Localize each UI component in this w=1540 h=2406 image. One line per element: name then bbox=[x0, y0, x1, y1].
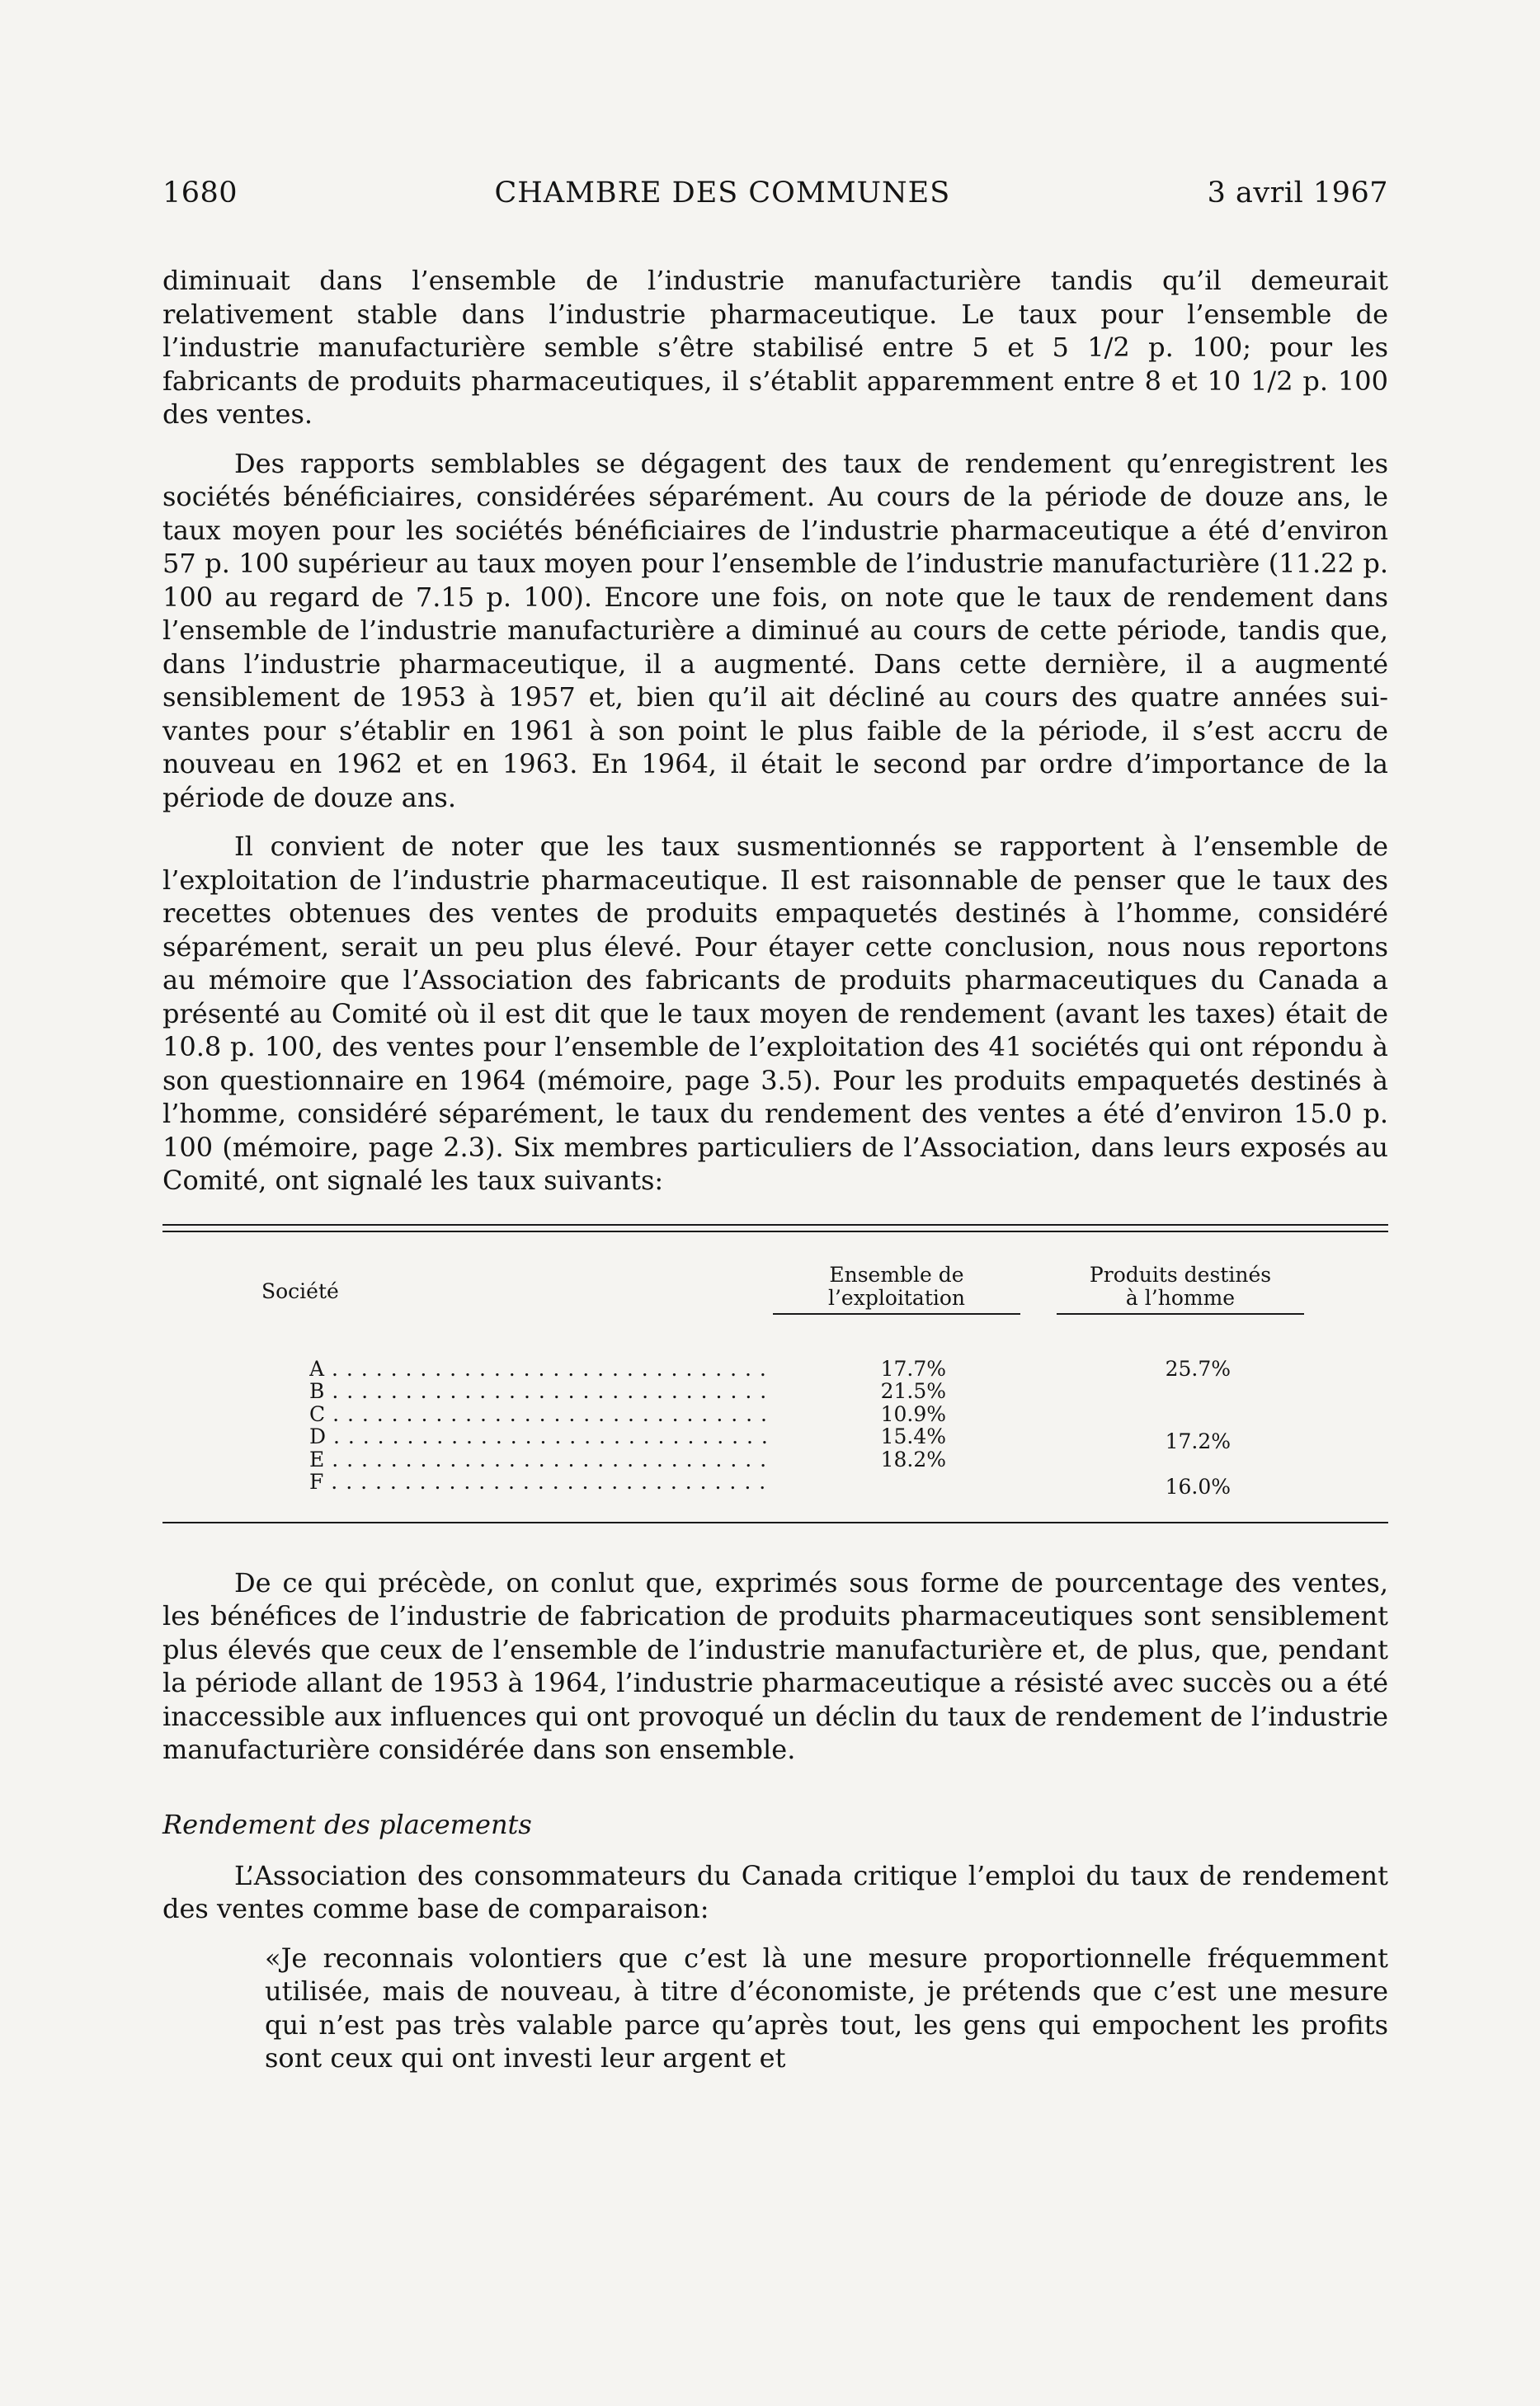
row-societe-label: A . . . bbox=[309, 1358, 767, 1381]
row-produits-value: 16.0% bbox=[1165, 1475, 1231, 1499]
row-societe-label: B . . . bbox=[309, 1380, 767, 1403]
table-bottom-rule bbox=[162, 1522, 1388, 1523]
block-quote: «Je reconnais volontiers que c’est là une mesure proportionnelle fréquemment utilisée, mais de nouveau, à titre d’économiste, je prétends que c’est une mesure qui n’est pas très valable parce qu’après tout, les gens qui empochent les profits sont ceux qui ont investi leur argent et bbox=[265, 1942, 1388, 2074]
column-header-ensemble bbox=[773, 1264, 1020, 1315]
table-row bbox=[162, 1448, 1388, 1471]
paragraph-2: Des rapports semblables se dégagent des taux de rendement qu’enregistrent les sociétés bénéficiaires, considérées séparément. Au cours de la période de douze ans, le taux moyen pour les sociétés bénéficiaires de l’industrie pharmaceutique a été d’environ 57 p. 100 supérieur au taux moyen pour l’ensemble de l’industrie manufacturière (11.22 p. 100 au regard de 7.15 p. 100). Encore une fois, on note que le taux de rendement dans l’ensemble de l’industrie manufacturière a diminué au cours de cette période, tandis que, dans l’industrie pharmaceutique, il a augmenté. Dans cette dernière, il a augmenté sensiblement de 1953 à 1957 et, bien qu’il ait décliné au cours des quatre années suivantes pour s’établir en 1961 à son point le plus faible de la période, il s’est accru de nouveau en 1962 et en 1963. En 1964, il était le second par ordre d’importance de la période de douze ans. bbox=[162, 447, 1388, 813]
table-row bbox=[162, 1471, 1388, 1499]
table-row bbox=[162, 1424, 1388, 1453]
row-produits-value: 25.7% bbox=[1165, 1356, 1231, 1381]
column-header-produits-line2: à l’homme bbox=[1125, 1285, 1236, 1310]
column-header-societe: Société bbox=[261, 1278, 339, 1303]
paragraph-3: Il convient de noter que les taux susmentionnés se rapportent à l’ensemble de l’exploitation de l’industrie pharmaceutique. Il est raisonnable de penser que le taux des recettes obtenues des ventes de produits empaquetés destinés à l’homme, considéré séparément, serait un peu plus élevé. Pour étayer cette conclusion, nous nous reportons au mémoire que l’Association des fabricants de produits pharmaceutiques du Canada a présenté au Comité où il est dit que le taux moyen de rendement (avant les taxes) était de 10.8 p. 100, des ventes pour l’ensemble de l’exploitation des 41 sociétés qui ont répondu à son questionnaire en 1964 (mémoire, page 3.5). Pour les produits empaquetés destinés à l’homme, considéré séparément, le taux du rendement des ventes a été d’environ 15.0 p. 100 (mémoire, page 2.3). Six membres particuliers de l’Association, dans leurs exposés au Comité, ont signalé les taux suivants: bbox=[162, 831, 1388, 1196]
header-date: 3 avril 1967 bbox=[1207, 177, 1388, 210]
column-header-ensemble-line1: Ensemble de bbox=[829, 1262, 964, 1287]
table-row bbox=[162, 1403, 1388, 1426]
row-societe-label: C . . . bbox=[309, 1403, 767, 1426]
rates-table bbox=[162, 1224, 1388, 1523]
row-societe-label: F . . . bbox=[309, 1471, 767, 1494]
row-ensemble-value: 18.2% bbox=[880, 1447, 946, 1471]
table-row bbox=[162, 1358, 1388, 1381]
table-body bbox=[162, 1321, 1388, 1522]
paragraph-1: diminuait dans l’ensemble de l’industrie manufacturière tandis qu’il demeurait relativement stable dans l’industrie pharmaceutique. Le taux pour l’ensemble de l’industrie manufacturière semble s’être stabilisé entre 5 et 5 1/2 p. 100; pour les fabricants de produits pharmaceutiques, il s’établit apparemment entre 8 et 10 1/2 p. 100 des ventes. bbox=[162, 265, 1388, 430]
row-produits-value: 17.2% bbox=[1165, 1429, 1231, 1453]
row-ensemble-value: 15.4% bbox=[880, 1424, 946, 1448]
table-header bbox=[162, 1232, 1388, 1321]
document-page bbox=[162, 177, 1388, 2075]
paragraph-4: De ce qui précède, on conlut que, exprimés sous forme de pourcentage des ventes, les bénéfices de l’industrie de fabrication de produits pharmaceutiques sont sensiblement plus élevés que ceux de l’ensemble de l’industrie manufacturière et, de plus, que, pendant la période allant de 1953 à 1964, l’industrie pharmaceutique a résisté avec succès ou a été inaccessible aux influences qui ont provoqué un déclin du taux de rendement de l’industrie manufacturière considérée dans son ensemble. bbox=[162, 1566, 1388, 1765]
page-number: 1680 bbox=[162, 177, 238, 210]
paragraph-5: L’Association des consommateurs du Canada critique l’emploi du taux de rendement des ventes comme base de comparaison: bbox=[162, 1859, 1388, 1924]
table-row bbox=[162, 1380, 1388, 1403]
column-header-ensemble-line2: l’exploitation bbox=[827, 1285, 966, 1310]
row-societe-label: E . . . bbox=[309, 1448, 767, 1471]
row-ensemble-value: 17.7% bbox=[880, 1356, 946, 1381]
section-heading: Rendement des placements bbox=[162, 1808, 532, 1840]
column-header-produits-line1: Produits destinés bbox=[1089, 1262, 1272, 1287]
row-societe-label: D . . . bbox=[309, 1425, 767, 1448]
row-ensemble-value: 21.5% bbox=[880, 1379, 946, 1403]
column-header-produits bbox=[1057, 1264, 1304, 1315]
table-top-rule bbox=[162, 1224, 1388, 1232]
publication-title: CHAMBRE DES COMMUNES bbox=[494, 177, 951, 210]
row-ensemble-value: 10.9% bbox=[880, 1401, 946, 1426]
running-header bbox=[162, 177, 1388, 210]
